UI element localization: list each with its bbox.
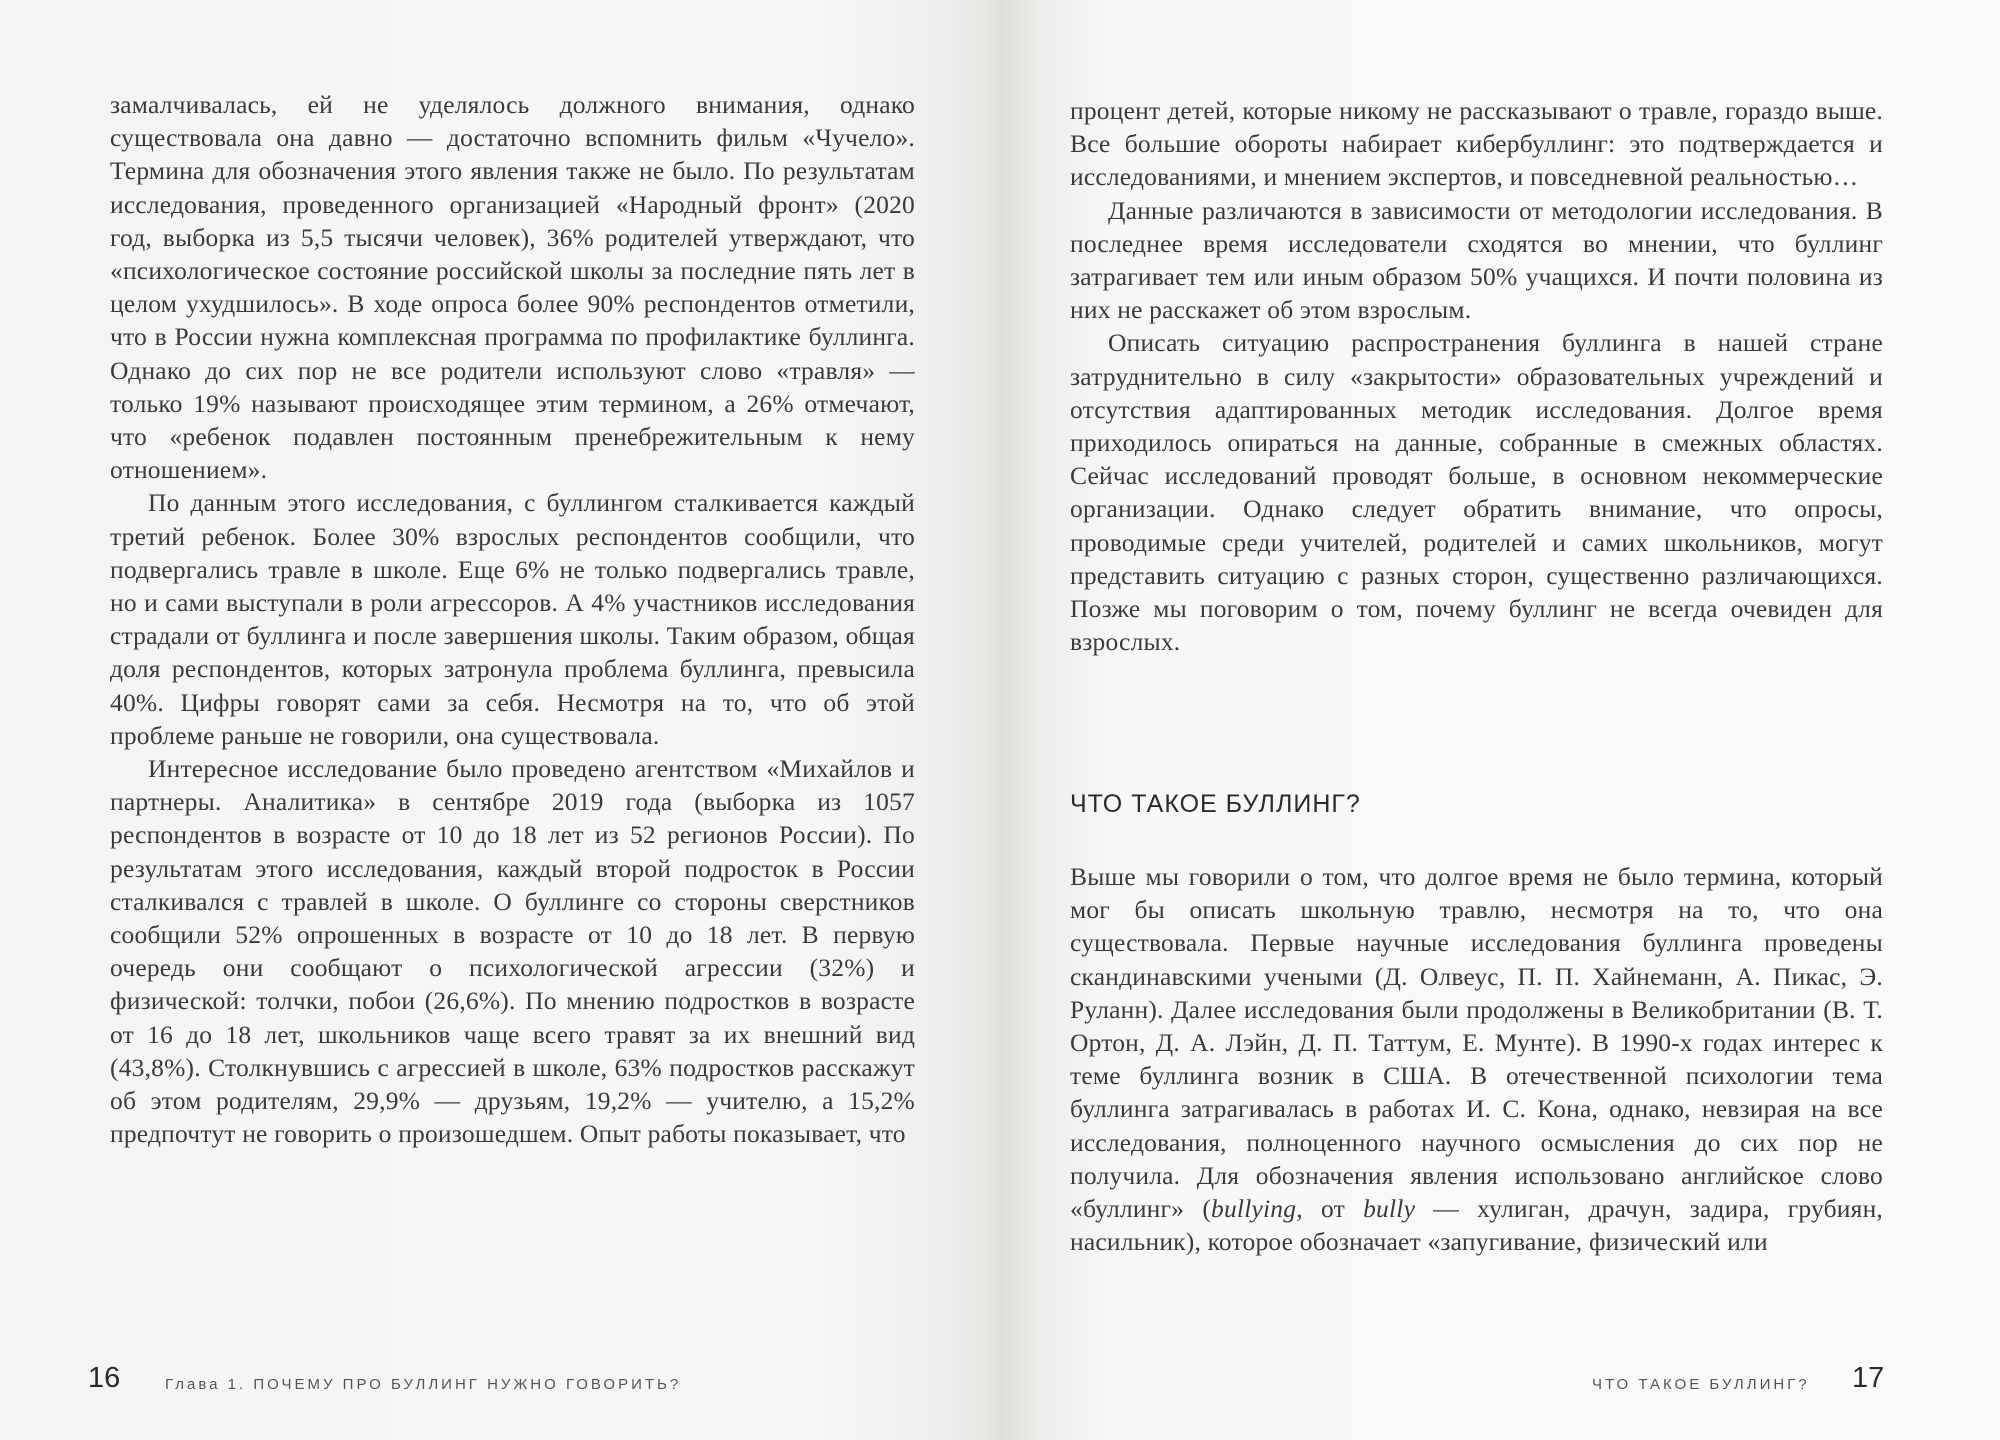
right-paragraph-3: Описать ситуацию распространения буллинга в нашей стране затруднительно в силу «закрытости» образовательных учреждений и отсутствия адаптированных методик исследования. Долгое время приходилось опираться на данные, собранные в смежных областях. Сейчас исследований проводят больше, в основном некоммерческие организации. Однако следует обратить внимание, что опросы, проводимые среди учителей, родителей и самих школьников, могут представить ситуацию с разных сторон, существенно различающихся. Позже мы поговорим о том, почему буллинг не всегда очевиден для взрослых. <box>1070 328 1883 657</box>
left-paragraph-3: Интересное исследование было проведено агентством «Михайлов и партнеры. Аналитика» в сентябре 2019 года (выборка из 1057 респондентов в возрасте от 10 до 18 лет из 52 регионов России). По результатам этого исследования, каждый второй подросток в России сталкивался с травлей в школе. О буллинге со стороны сверстников сообщили 52% опрошенных в возрасте от 10 до 18 лет. В первую очередь они сообщают о психологической агрессии (32%) и физической: толчки, побои (26,6%). По мнению подростков в возрасте от 16 до 18 лет, школьников чаще всего травят за их внешний вид (43,8%). Столкнувшись с агрессией в школе, 63% подростков расскажут об этом родителям, 29,9% — друзьям, 19,2% — учителю, а 15,2% предпочтут не говорить о произошедшем. Опыт работы показывает, что <box>110 754 915 1149</box>
section-text-part2: , от <box>1296 1194 1364 1224</box>
section-text-part3: — хулиган, драчун, задира, грубиян, насильник), которое обозначает «запугивание, физический или <box>1070 1194 1883 1257</box>
left-page-number: 16 <box>88 1362 121 1394</box>
section-heading: ЧТО ТАКОЕ БУЛЛИНГ? <box>1070 790 1361 818</box>
term-bully: bully <box>1363 1194 1416 1224</box>
left-running-head: Глава 1. ПОЧЕМУ ПРО БУЛЛИНГ НУЖНО ГОВОРИТЬ? <box>165 1376 682 1393</box>
right-paragraph-1: процент детей, которые никому не рассказывают о травле, гораздо выше. Все большие обороты набирает кибербуллинг: это подтверждается и исследованиями, и мнением экспертов, и повседневной реальностью… <box>1070 96 1883 192</box>
term-bullying: bullying <box>1211 1194 1297 1224</box>
section-body <box>1070 860 1883 1258</box>
right-page-body <box>1070 94 1883 658</box>
right-running-head: ЧТО ТАКОЕ БУЛЛИНГ? <box>1592 1376 1810 1393</box>
right-page-number: 17 <box>1852 1362 1885 1394</box>
section-paragraph <box>1070 860 1883 1258</box>
left-paragraph-1: замалчивалась, ей не уделялось должного внимания, однако существовала она давно — достаточно вспомнить фильм «Чучело». Термина для обозначения этого явления также не было. По результатам исследования, проведенного организацией «Народный фронт» (2020 год, выборка из 5,5 тысячи человек), 36% родителей утверждают, что «психологическое состояние российской школы за последние пять лет в целом ухудшилось». В ходе опроса более 90% респондентов отметили, что в России нужна комплексная программа по профилактике буллинга. Однако до сих пор не все родители используют слово «травля» — только 19% называют происходящее этим термином, а 26% отмечают, что «ребенок подавлен постоянным пренебрежительным к нему отношением». <box>110 90 915 485</box>
left-page-body <box>110 88 915 1151</box>
section-text-part1: Выше мы говорили о том, что долгое время не было термина, который мог бы описать школьную травлю, несмотря на то, что она существовала. Первые научные исследования буллинга проведены скандинавскими учеными (Д. Олвеус, П. П. Хайнеманн, А. Пикас, Э. Руланн). Далее исследования были продолжены в Великобритании (В. Т. Ортон, Д. А. Лэйн, Д. П. Таттум, Е. Мунте). В 1990-х годах интерес к теме буллинга возник в США. В отечественной психологии тема буллинга затрагивалась в работах И. С. Кона, однако, невзирая на все исследования, полноценного научного осмысления до сих пор не получила. Для обозначения явления использовано английское слово «буллинг» ( <box>1070 862 1883 1224</box>
left-paragraph-2: По данным этого исследования, с буллингом сталкивается каждый третий ребенок. Более 30% взрослых респондентов сообщили, что подвергались травле в школе. Еще 6% не только подвергались травле, но и сами выступали в роли агрессоров. А 4% участников исследования страдали от буллинга и после завершения школы. Таким образом, общая доля респондентов, которых затронула проблема буллинга, превысила 40%. Цифры говорят сами за себя. Несмотря на то, что об этой проблеме раньше не говорили, она существовала. <box>110 488 915 750</box>
right-paragraph-2: Данные различаются в зависимости от методологии исследования. В последнее время исследователи сходятся во мнении, что буллинг затрагивает тем или иным образом 50% учащихся. И почти половина из них не расскажет об этом взрослым. <box>1070 195 1883 325</box>
right-page <box>1000 0 2000 1440</box>
